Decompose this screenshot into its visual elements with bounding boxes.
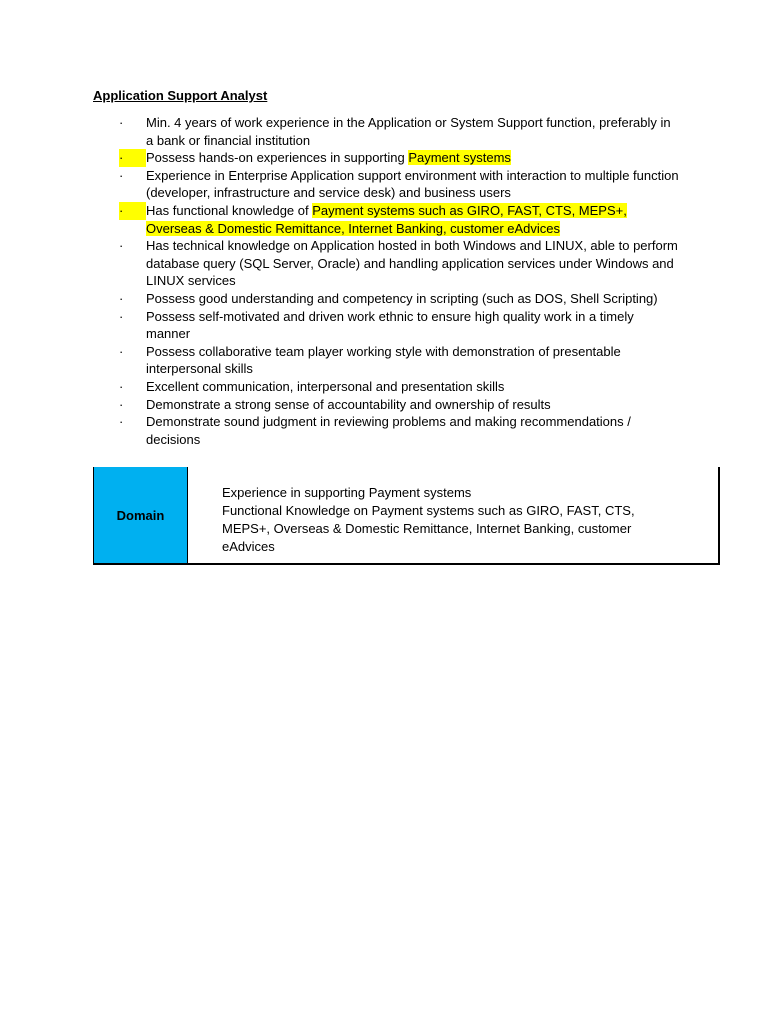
requirement-text-highlighted: Payment systems such as GIRO, FAST, CTS, MEPS+, Overseas & Domestic Remittance, Internet Banking, customer eAdvices <box>146 202 627 236</box>
requirement-item <box>0 396 768 414</box>
requirement-text-plain: Has technical knowledge on Application hosted in both Windows and LINUX, able to perform database query (SQL Server, Oracle) and handling application services under Windows and LINUX services <box>146 238 678 289</box>
requirement-text <box>146 396 680 414</box>
bullet-icon: · <box>119 414 124 430</box>
bullet-icon: · <box>119 167 124 183</box>
requirement-text <box>146 114 680 149</box>
bullet-icon: · <box>119 378 124 394</box>
domain-line: Experience in supporting Payment systems <box>222 485 472 500</box>
requirement-item <box>0 114 768 149</box>
domain-line: Functional Knowledge on Payment systems such as GIRO, FAST, CTS, MEPS+, Overseas & Domestic Remittance, Internet Banking, customer eAdvices <box>222 503 635 554</box>
domain-content <box>222 484 682 556</box>
bullet-icon: · <box>119 202 146 220</box>
requirement-item <box>0 290 768 308</box>
bullet-icon: · <box>119 149 146 167</box>
requirement-text-plain: Possess collaborative team player working style with demonstration of presentable interpersonal skills <box>146 343 621 377</box>
requirement-text <box>146 237 680 290</box>
requirement-text-plain: Possess hands-on experiences in supporting <box>146 150 409 166</box>
requirement-item <box>0 343 768 378</box>
requirement-text <box>146 167 680 202</box>
requirement-item <box>0 378 768 396</box>
requirement-text <box>146 413 680 448</box>
bullet-icon: · <box>119 343 124 359</box>
requirements-list <box>0 114 768 448</box>
requirement-text-plain: Min. 4 years of work experience in the Application or System Support function, preferably in a bank or financial institution <box>146 115 671 148</box>
requirement-text-plain: Excellent communication, interpersonal and presentation skills <box>146 378 505 394</box>
bullet-icon: · <box>119 238 124 254</box>
requirement-item <box>0 413 768 448</box>
requirement-item <box>0 308 768 343</box>
requirement-text-highlighted: Payment systems <box>408 150 511 166</box>
requirement-item <box>0 237 768 290</box>
bullet-icon: · <box>119 396 124 412</box>
bullet-icon: · <box>119 308 124 324</box>
requirement-text-plain: Demonstrate sound judgment in reviewing problems and making recommendations / decisions <box>146 414 631 447</box>
requirement-text-plain: Possess self-motivated and driven work ethnic to ensure high quality work in a timely manner <box>146 308 634 342</box>
bullet-icon: · <box>119 115 124 130</box>
requirement-item <box>0 149 768 167</box>
requirement-text <box>146 149 680 167</box>
requirement-text-plain: Experience in Enterprise Application support environment with interaction to multiple function (developer, infrastructure and service desk) and business users <box>146 167 679 201</box>
requirement-text-plain: Possess good understanding and competency in scripting (such as DOS, Shell Scripting) <box>146 290 658 306</box>
requirement-text <box>146 290 680 308</box>
requirement-text <box>146 202 680 237</box>
domain-label: Domain <box>116 507 165 523</box>
requirement-text-plain: Demonstrate a strong sense of accountability and ownership of results <box>146 396 551 412</box>
document-title: Application Support Analyst <box>93 88 268 103</box>
requirement-item <box>0 167 768 202</box>
requirement-text <box>146 343 680 378</box>
requirement-item <box>0 202 768 237</box>
bullet-icon: · <box>119 290 124 306</box>
requirement-text-plain: Has functional knowledge of <box>146 202 313 218</box>
domain-table <box>93 467 720 565</box>
domain-label-cell <box>94 467 188 563</box>
requirement-text <box>146 378 680 396</box>
requirement-text <box>146 308 680 343</box>
